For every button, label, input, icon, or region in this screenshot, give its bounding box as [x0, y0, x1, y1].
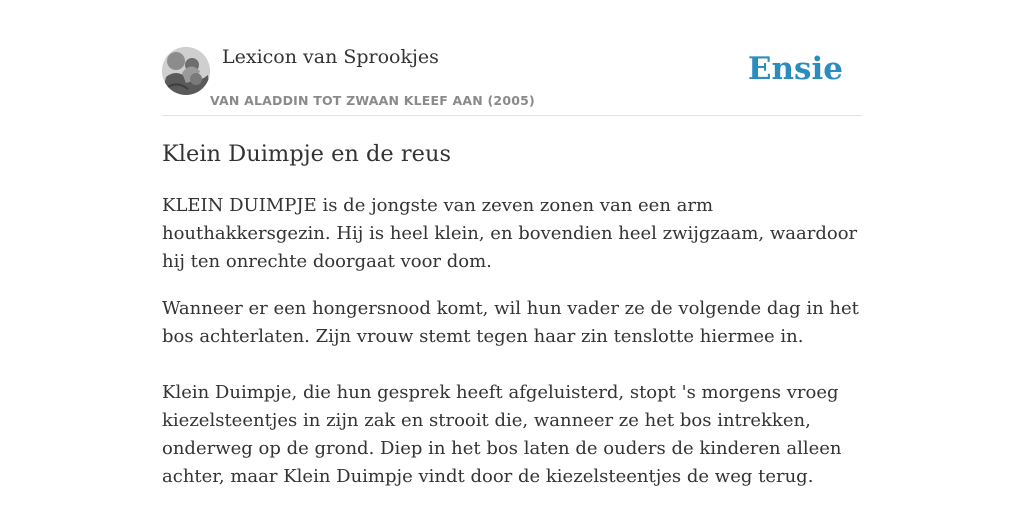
book-title-link[interactable]: Lexicon van Sprookjes	[222, 46, 439, 68]
source-header	[162, 0, 862, 116]
article-title: Klein Duimpje en de reus	[162, 141, 452, 167]
book-cover-illustration-icon	[162, 47, 210, 95]
book-subtitle: VAN ALADDIN TOT ZWAAN KLEEF AAN (2005)	[210, 93, 535, 108]
article-card	[162, 0, 862, 512]
article-paragraph-1: KLEIN DUIMPJE is de jongste van zeven zonen van een arm houthakkersgezin. Hij is heel klein, en bovendien heel zwijgzaam, waardoor hij ten onrechte doorgaat voor dom.	[162, 195, 858, 272]
brand-logo[interactable]: Ensie	[747, 51, 843, 87]
article-paragraph-2: Wanneer er een hongersnood komt, wil hun vader ze de volgende dag in het bos achterlaten. Zijn vrouw stemt tegen haar zin tenslotte hiermee in.	[162, 298, 859, 347]
article-paragraph-3: Klein Duimpje, die hun gesprek heeft afgeluisterd, stopt 's morgens vroeg kiezelsteentjes in zijn zak en strooit die, wanneer ze het bos intrekken, onderweg op de grond. Diep in het bos laten de ouders de kinderen alleen achter, maar Klein Duimpje vindt door de kiezelsteentjes de weg terug.	[162, 382, 842, 487]
book-cover-avatar[interactable]	[162, 47, 210, 95]
